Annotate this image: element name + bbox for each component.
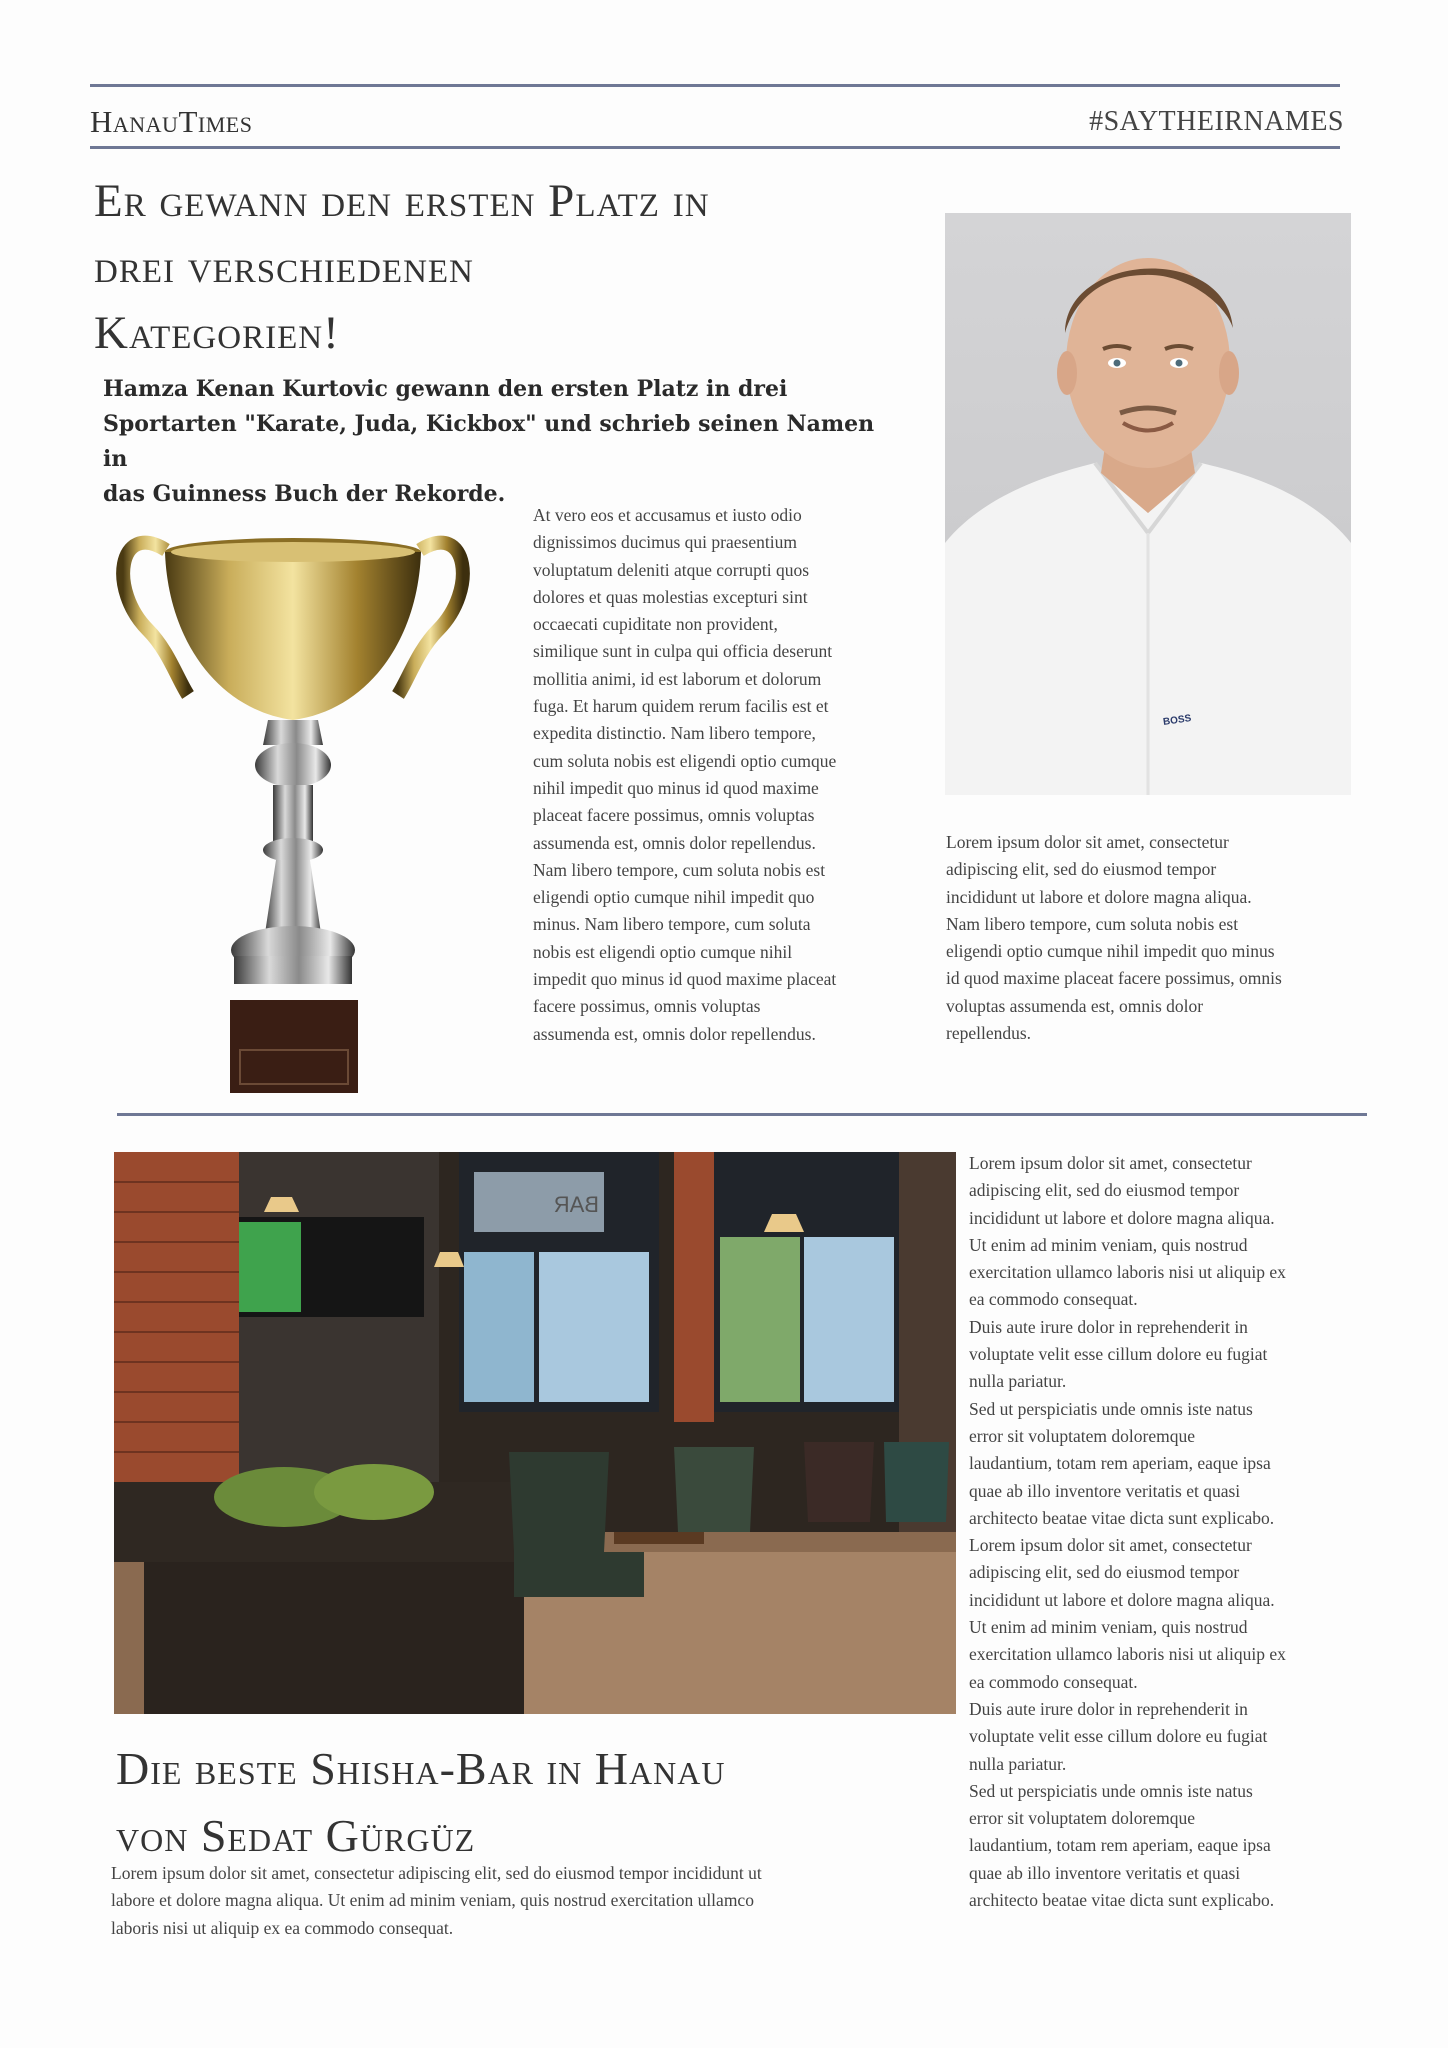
article1-lede — [103, 372, 903, 512]
caption-line: incididunt ut labore et dolore magna aliqua. — [946, 886, 1252, 907]
article1-headline — [94, 168, 954, 366]
column-line: Duis aute irure dolor in reprehenderit in — [969, 1316, 1248, 1337]
column-line: architecto beatae vitae dicta sunt explicabo. — [969, 1890, 1275, 1911]
trophy-image — [108, 510, 478, 1095]
intro-line: laboris nisi ut aliquip ex ea commodo consequat. — [111, 1917, 454, 1938]
body-line: impedit quo minus id quod maxime placeat — [533, 969, 837, 990]
caption-line: repellendus. — [946, 1023, 1032, 1044]
body-line: voluptatum deleniti atque corrupti quos — [533, 559, 810, 580]
lede-line: Sportarten "Karate, Juda, Kickbox" und schrieb seinen Namen in — [103, 411, 875, 472]
caption-line: Nam libero tempore, cum soluta nobis est — [946, 913, 1239, 934]
column-line: adipiscing elit, sed do eiusmod tempor — [969, 1562, 1240, 1583]
intro-line: Lorem ipsum dolor sit amet, consectetur adipiscing elit, sed do eiusmod tempor incididunt ut — [111, 1863, 762, 1883]
body-line: minus. Nam libero tempore, cum soluta — [533, 914, 811, 935]
column-line: voluptate velit esse cillum dolore eu fugiat — [969, 1726, 1268, 1747]
headline-line: von Sedat Gürgüz — [116, 1810, 476, 1861]
article2-column — [969, 1150, 1364, 1914]
masthead-top-rule — [90, 84, 1340, 87]
section-divider — [117, 1113, 1367, 1116]
bar-interior-photo — [114, 1152, 956, 1714]
body-line: assumenda est, omnis dolor repellendus. — [533, 1023, 816, 1044]
column-line: adipiscing elit, sed do eiusmod tempor — [969, 1180, 1240, 1201]
column-line: nulla pariatur. — [969, 1371, 1067, 1392]
headline-line: Kategorien! — [94, 307, 340, 359]
column-line: error sit voluptatem doloremque — [969, 1808, 1195, 1829]
column-line: Lorem ipsum dolor sit amet, consectetur — [969, 1153, 1252, 1173]
body-line: At vero eos et accusamus et iusto odio — [533, 505, 802, 525]
headline-line: Die beste Shisha-Bar in Hanau — [116, 1743, 726, 1794]
body-line: cum soluta nobis est eligendi optio cumque — [533, 750, 837, 771]
body-line: dignissimos ducimus qui praesentium — [533, 532, 797, 553]
column-line: Ut enim ad minim veniam, quis nostrud — [969, 1234, 1248, 1255]
portrait-caption — [946, 829, 1356, 1047]
masthead-bottom-rule — [90, 146, 1340, 149]
column-line: Duis aute irure dolor in reprehenderit in — [969, 1698, 1248, 1719]
trophy-icon — [108, 510, 478, 1095]
column-line: nulla pariatur. — [969, 1753, 1067, 1774]
body-line: facere possimus, omnis voluptas — [533, 996, 761, 1017]
portrait-photo — [945, 213, 1351, 795]
masthead-brand: HanauTimes — [90, 104, 253, 139]
body-line: assumenda est, omnis dolor repellendus. — [533, 832, 816, 853]
caption-line: voluptas assumenda est, omnis dolor — [946, 995, 1204, 1016]
column-line: architecto beatae vitae dicta sunt explicabo. — [969, 1507, 1275, 1528]
body-line: mollitia animi, id est laborum et dolorum — [533, 668, 822, 689]
body-line: similique sunt in culpa qui officia deserunt — [533, 641, 833, 662]
body-line: occaecati cupiditate non provident, — [533, 614, 778, 635]
column-line: incididunt ut labore et dolore magna aliqua. — [969, 1589, 1275, 1610]
intro-line: labore et dolore magna aliqua. Ut enim ad minim veniam, quis nostrud exercitation ullamco — [111, 1890, 754, 1911]
column-line: exercitation ullamco laboris nisi ut aliquip ex — [969, 1262, 1286, 1283]
column-line: exercitation ullamco laboris nisi ut aliquip ex — [969, 1644, 1286, 1665]
body-line: nobis est eligendi optio cumque nihil — [533, 941, 793, 962]
column-line: quae ab illo inventore veritatis et quasi — [969, 1480, 1241, 1501]
caption-line: Lorem ipsum dolor sit amet, consectetur — [946, 832, 1229, 852]
window-sign: BAR — [553, 1192, 599, 1217]
column-line: incididunt ut labore et dolore magna aliqua. — [969, 1207, 1275, 1228]
article2-intro — [111, 1860, 961, 1942]
lede-line: Hamza Kenan Kurtovic gewann den ersten Platz in drei — [103, 376, 788, 402]
masthead-hashtag: #SAYTHEIRNAMES — [1089, 106, 1344, 137]
body-line: nihil impedit quo minus id quod maxime — [533, 777, 819, 798]
caption-line: adipiscing elit, sed do eiusmod tempor — [946, 859, 1217, 880]
body-line: eligendi optio cumque nihil impedit quo — [533, 887, 815, 908]
shirt-logo: BOSS — [1162, 713, 1192, 728]
column-line: voluptate velit esse cillum dolore eu fugiat — [969, 1344, 1268, 1365]
column-line: Lorem ipsum dolor sit amet, consectetur — [969, 1535, 1252, 1556]
column-line: Ut enim ad minim veniam, quis nostrud — [969, 1617, 1248, 1638]
column-line: ea commodo consequat. — [969, 1671, 1138, 1692]
body-line: dolores et quas molestias excepturi sint — [533, 586, 808, 607]
person-icon — [945, 213, 1351, 795]
body-line: expedita distinctio. Nam libero tempore, — [533, 723, 816, 744]
headline-line: drei verschiedenen — [94, 241, 474, 293]
body-line: Nam libero tempore, cum soluta nobis est — [533, 859, 826, 880]
bar-scene-icon — [114, 1152, 956, 1714]
headline-line: Er gewann den ersten Platz in — [94, 175, 710, 227]
column-line: quae ab illo inventore veritatis et quasi — [969, 1862, 1241, 1883]
caption-line: id quod maxime placeat facere possimus, omnis — [946, 968, 1282, 989]
article2-headline — [116, 1735, 976, 1869]
column-line: Sed ut perspiciatis unde omnis iste natus — [969, 1780, 1253, 1801]
column-line: error sit voluptatem doloremque — [969, 1425, 1195, 1446]
column-line: ea commodo consequat. — [969, 1289, 1138, 1310]
column-line: laudantium, totam rem aperiam, eaque ipsa — [969, 1835, 1271, 1856]
caption-line: eligendi optio cumque nihil impedit quo minus — [946, 941, 1275, 962]
column-line: laudantium, totam rem aperiam, eaque ipsa — [969, 1453, 1271, 1474]
article1-body — [533, 502, 913, 1048]
body-line: placeat facere possimus, omnis voluptas — [533, 805, 815, 826]
body-line: fuga. Et harum quidem rerum facilis est et — [533, 696, 829, 717]
column-line: Sed ut perspiciatis unde omnis iste natus — [969, 1398, 1253, 1419]
lede-line: das Guinness Buch der Rekorde. — [103, 481, 506, 507]
